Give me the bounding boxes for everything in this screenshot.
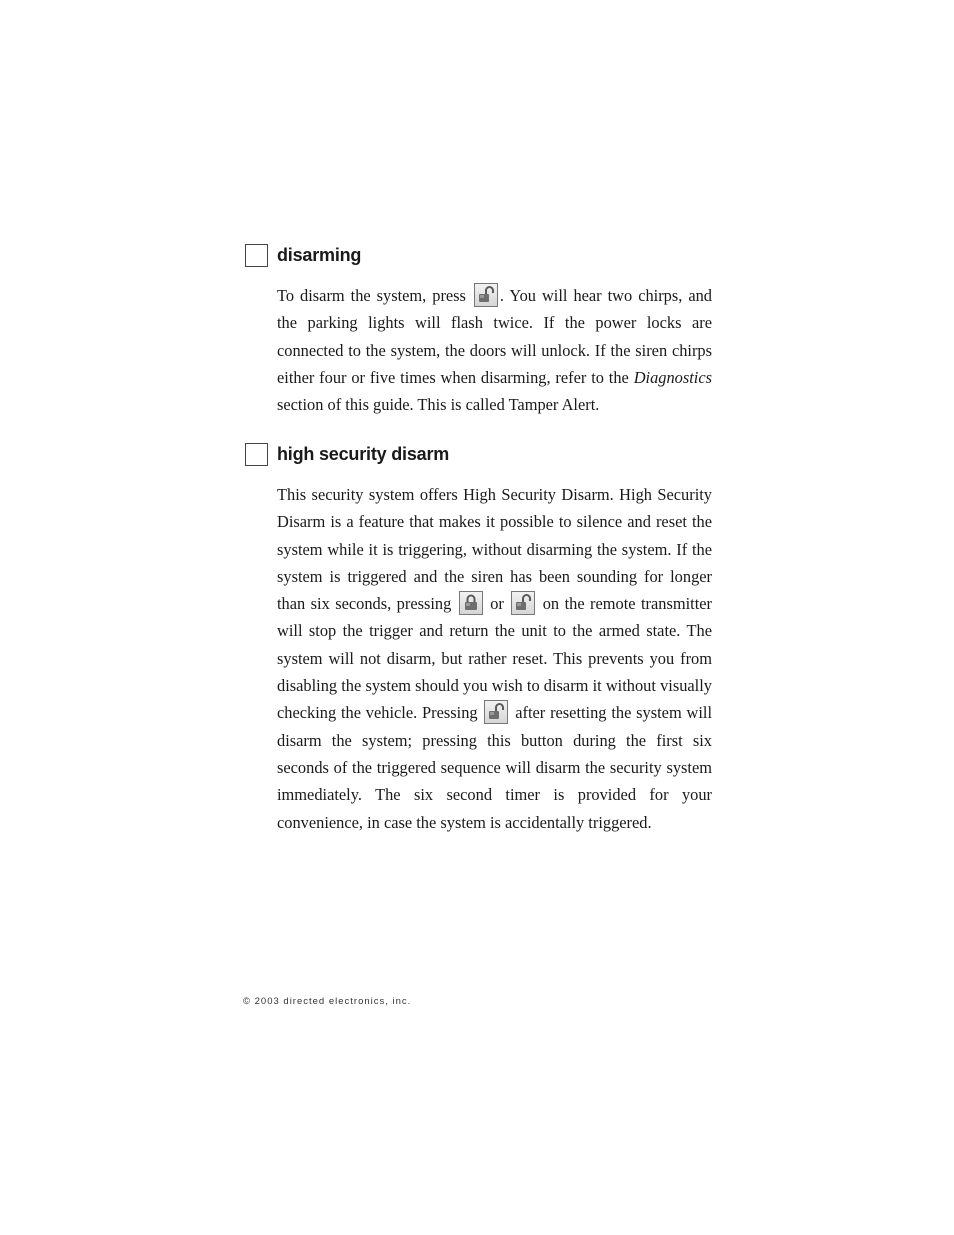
section-checkbox [245, 244, 268, 267]
section-heading: disarming [277, 245, 362, 265]
body-text-run: after resetting the system will disarm the system; pressing this button during the first six seconds of the triggered sequence will disarm the security system immediately. The six second timer is provided for your convenience, in case the system is accidentally triggered. [277, 703, 712, 832]
section-disarming [245, 244, 713, 418]
section-heading-row [245, 443, 713, 469]
section-high-security-disarm [245, 443, 713, 836]
section-heading: high security disarm [277, 444, 450, 464]
body-text-run: To disarm the system, press [277, 286, 472, 305]
lock-button-icon [459, 591, 483, 615]
body-text-run: This security system offers High Security Disarm. High Security Disarm is a feature that makes it possible to silence and reset the system while it is triggering, without disarming the system. If the system is triggered and the siren has been sounding for longer than six seconds, pressing [277, 485, 712, 614]
section-body [277, 481, 712, 836]
body-text-run: . You will hear two chirps, and the parking lights will flash twice. If the power locks are connected to the system, the doors will unlock. If the siren chirps either four or five times when disarming, refer to the [277, 286, 712, 387]
unlock-button-icon [484, 700, 508, 724]
section-checkbox [245, 443, 268, 466]
body-text-run: on the remote transmitter will stop the trigger and return the unit to the armed state. The system will not disarm, but rather reset. This prevents you from disabling the system should you wish to disarm it without visually checking the vehicle. Pressing [277, 594, 712, 723]
section-body [277, 282, 712, 418]
body-text-run: section of this guide. This is called Tamper Alert. [277, 395, 600, 415]
unlock-button-icon [511, 591, 535, 615]
diagnostics-reference: Diagnostics [633, 367, 712, 387]
copyright-footer: © 2003 directed electronics, inc. [243, 996, 412, 1007]
section-heading-row [245, 244, 713, 270]
body-text-run: or [484, 594, 510, 614]
unlock-button-icon [474, 283, 498, 307]
